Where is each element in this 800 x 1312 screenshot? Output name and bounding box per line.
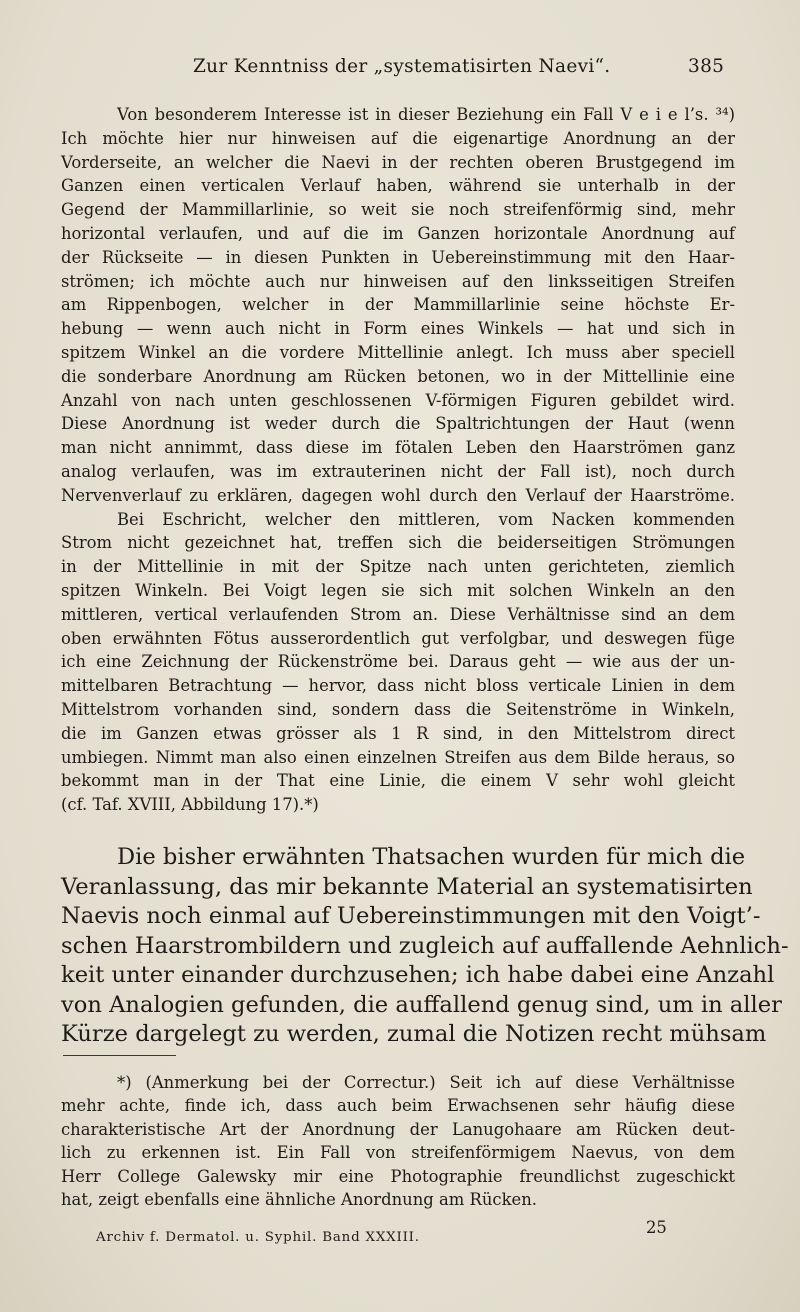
text-line: die sonderbare Anordnung am Rücken betonen, wo in der Mittellinie eine <box>61 366 735 386</box>
text-line: bekommt man in der That eine Linie, die einem V sehr wohl gleicht <box>61 771 735 791</box>
text-line: mittelbaren Betrachtung — hervor, dass nicht bloss verticale Linien in dem <box>61 676 735 696</box>
body-text <box>61 103 735 817</box>
text-line: schen Haarstrombildern und zugleich auf auffallende Aehnlich- <box>61 932 789 959</box>
text-line: Von besonderem Interesse ist in dieser Beziehung ein Fall V e i e l’s. ³⁴) <box>117 105 735 124</box>
text-line: Diese Anordnung ist weder durch die Spaltrichtungen der Haut (wenn <box>61 414 735 434</box>
text-line: Herr College Galewsky mir eine Photographie freundlichst zugeschickt <box>61 1166 735 1186</box>
text-line: Veranlassung, das mir bekannte Material an systematisirten <box>61 873 753 900</box>
text-line: Anzahl von nach unten geschlossenen V-förmigen Figuren gebildet wird. <box>61 390 735 410</box>
text-line: mittleren, vertical verlaufenden Strom an. Diese Verhältnisse sind an dem <box>61 604 735 624</box>
text-line: umbiegen. Nimmt man also einen einzelnen Streifen aus dem Bilde heraus, so <box>61 747 735 767</box>
text-line: Strom nicht gezeichnet hat, treffen sich die beiderseitigen Strömungen <box>61 533 735 553</box>
text-line: Vorderseite, an welcher die Naevi in der rechten oberen Brustgegend im <box>61 152 735 172</box>
text-line: *) (Anmerkung bei der Correctur.) Seit ich auf diese Verhältnisse <box>117 1073 735 1092</box>
footnote-separator <box>63 1055 176 1056</box>
text-line: (cf. Taf. XVIII, Abbildung 17).*) <box>61 795 319 815</box>
text-line: Ich möchte hier nur hinweisen auf die eigenartige Anordnung an der <box>61 128 735 148</box>
paragraph-eschricht-voigt <box>61 508 735 817</box>
text-line: charakteristische Art der Anordnung der Lanugohaare am Rücken deut- <box>61 1119 735 1139</box>
text-line: spitzen Winkeln. Bei Voigt legen sie sich mit solchen Winkeln an den <box>61 580 735 600</box>
text-line: mehr achte, finde ich, dass auch beim Erwachsenen sehr häufig diese <box>61 1096 735 1116</box>
text-line: Bei Eschricht, welcher den mittleren, vom Nacken kommenden <box>117 509 735 529</box>
sheet-number: 25 <box>646 1218 667 1237</box>
text-line: ich eine Zeichnung der Rückenströme bei. Daraus geht — wie aus der un- <box>61 652 735 672</box>
text-line: Nervenverlauf zu erklären, dagegen wohl durch den Verlauf der Haarströme. <box>61 485 735 505</box>
text-line: spitzem Winkel an die vordere Mittellinie anlegt. Ich muss aber speciell <box>61 342 735 362</box>
text-line: Mittelstrom vorhanden sind, sondern dass die Seitenströme in Winkeln, <box>61 699 735 719</box>
text-line: strömen; ich möchte auch nur hinweisen auf den linksseitigen Streifen <box>61 271 735 291</box>
journal-signature: Archiv f. Dermatol. u. Syphil. Band XXXIII. <box>96 1230 420 1245</box>
paragraph-veiel-case <box>61 103 735 508</box>
page-number: 385 <box>688 56 725 77</box>
text-line: hat, zeigt ebenfalls eine ähnliche Anordnung am Rücken. <box>61 1189 537 1209</box>
text-line: man nicht annimmt, dass diese im fötalen Leben den Haarströmen ganz <box>61 438 735 458</box>
page-header <box>0 56 800 86</box>
text-line: keit unter einander durchzusehen; ich habe dabei eine Anzahl <box>61 962 775 988</box>
text-line: Gegend der Mammillarlinie, so weit sie noch streifenförmig sind, mehr <box>61 200 735 220</box>
paragraph-large-print <box>61 843 789 1050</box>
text-line: Naevis noch einmal auf Uebereinstimmungen mit den Voigt’- <box>61 903 761 929</box>
text-line: die im Ganzen etwas grösser als 1 R sind, in den Mittelstrom direct <box>61 723 735 743</box>
text-line: Die bisher erwähnten Thatsachen wurden für mich die <box>117 844 746 870</box>
text-line: analog verlaufen, was im extrauterinen nicht der Fall ist), noch durch <box>61 461 735 481</box>
text-line: Ganzen einen verticalen Verlauf haben, während sie unterhalb in der <box>61 176 735 196</box>
text-line: am Rippenbogen, welcher in der Mammillarlinie seine höchste Er- <box>61 295 735 315</box>
text-line: lich zu erkennen ist. Ein Fall von streifenförmigem Naevus, von dem <box>61 1143 735 1163</box>
text-line: von Analogien gefunden, die auffallend genug sind, um in aller <box>61 991 782 1018</box>
footnote <box>61 1071 735 1211</box>
text-line: hebung — wenn auch nicht in Form eines Winkels — hat und sich in <box>61 319 735 339</box>
text-line: der Rückseite — in diesen Punkten in Uebereinstimmung mit den Haar- <box>61 247 735 267</box>
text-line: oben erwähnten Fötus ausserordentlich gut verfolgbar, und deswegen füge <box>61 628 735 648</box>
text-line: Kürze dargelegt zu werden, zumal die Notizen recht mühsam <box>61 1021 767 1047</box>
text-line: in der Mittellinie in mit der Spitze nach unten gerichteten, ziemlich <box>61 557 735 577</box>
running-title: Zur Kenntniss der „systematisirten Naevi“. <box>193 56 611 77</box>
text-line: horizontal verlaufen, und auf die im Ganzen horizontale Anordnung auf <box>61 223 735 243</box>
page-footer <box>0 1218 800 1248</box>
